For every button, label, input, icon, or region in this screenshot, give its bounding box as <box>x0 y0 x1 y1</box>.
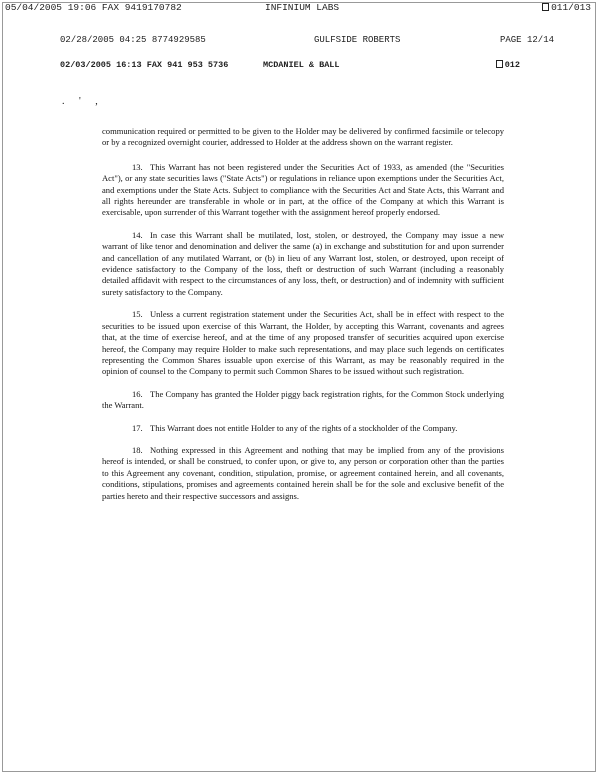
fax-header-timestamp: 02/28/2005 04:25 8774929585 <box>60 35 206 45</box>
fax-header-page-count <box>542 2 591 13</box>
fax-header-sender: MCDANIEL & BALL <box>263 60 340 70</box>
section-17 <box>102 423 504 434</box>
document-body <box>102 126 504 513</box>
section-text: The Company has granted the Holder piggy back registration rights, for the Common Stock underlying the Warrant. <box>102 388 504 411</box>
section-number: 18. <box>132 444 143 455</box>
fax-header-timestamp: 05/04/2005 19:06 FAX 9419170782 <box>5 2 182 13</box>
section-15 <box>102 309 504 377</box>
fax-box-icon <box>542 3 549 11</box>
section-number: 16. <box>132 388 143 399</box>
section-16 <box>102 389 504 412</box>
section-14 <box>102 230 504 298</box>
section-text: This Warrant has not been registered under the Securities Act of 1933, as amended (the "Securities Act"), or any state securities laws ("State Acts") or regulations in reliance upon exemptions under the Securities Act, and exemptions under the State Acts. Subject to compliance with the Securities Act and State Acts, this Warrant and all rights hereunder are transferable in whole or in part, at the office of the Company at which this Warrant is exercisable, upon surrender of this Warrant together with the assignment hereof properly endorsed. <box>102 161 504 218</box>
fax-header-line-2 <box>60 35 554 47</box>
section-text: Nothing expressed in this Agreement and nothing that may be implied from any of the provisions hereof is intended, or shall be construed, to confer upon, or give to, any person or corporation other than the parties to this Agreement any covenant, condition, stipulation, promise, or agreement contained herein, and all covenants, conditions, stipulations, promises and agreements contained herein shall be for the sole and exclusive benefit of the parties hereto and their respective successors and assigns. <box>102 444 504 501</box>
section-number: 13. <box>132 161 143 172</box>
fax-header-sender: GULFSIDE ROBERTS <box>314 35 401 45</box>
stray-fax-marks: . ' , <box>62 96 104 107</box>
fax-header-line-3 <box>60 60 520 72</box>
section-18 <box>102 445 504 502</box>
section-number: 15. <box>132 309 143 320</box>
section-text: This Warrant does not entitle Holder to any of the rights of a stockholder of the Company. <box>150 422 458 433</box>
section-number: 14. <box>132 229 143 240</box>
section-text: In case this Warrant shall be mutilated, lost, stolen, or destroyed, the Company may issue a new warrant of like tenor and denomination and deliver the same (a) in exchange and substitution for and upon surrender and cancellation of any mutilated Warrant, or (b) in lieu of any Warrant lost, stolen, or destroyed, upon receipt of evidence satisfactory to the Company of the loss, theft or destruction of such Warrant (including a reasonably detailed affidavit with respect to the circumstances of any loss, theft, or destruction) and of indemnity with sufficient surety satisfactory to the Company. <box>102 229 504 297</box>
fax-header-sender: INFINIUM LABS <box>265 2 340 13</box>
section-13 <box>102 162 504 219</box>
fax-header-page-count-text: 011/013 <box>551 2 591 13</box>
continued-paragraph: communication required or permitted to be given to the Holder may be delivered by confirmed facsimile or telecopy or by a recognized overnight courier, addressed to Holder at the address shown on the warrant register. <box>102 126 504 148</box>
fax-box-icon <box>496 60 503 68</box>
fax-header-timestamp: 02/03/2005 16:13 FAX 941 953 5736 <box>60 60 229 70</box>
fax-header-page-count <box>496 60 520 70</box>
fax-header-page-count-text: 012 <box>504 60 520 70</box>
fax-header-line-1 <box>5 2 591 14</box>
section-number: 17. <box>132 422 143 433</box>
section-text: Unless a current registration statement under the Securities Act, shall be in effect with respect to the securities to be issued upon exercise of this Warrant, the Holder, by accepting this Warrant, covenants and agrees that, at the time of exercise hereof, and at the time of any proposed transfer of securities acquired upon exercise hereof, the Company may require Holder to make such representations, and may place such legends on certificates representing the Common Shares issuable upon exercise of this Warrant, as may be reasonably required in the opinion of counsel to the Company to permit such Common Shares to be issued without such registration. <box>102 309 504 377</box>
fax-header-page-count: PAGE 12/14 <box>499 35 554 45</box>
